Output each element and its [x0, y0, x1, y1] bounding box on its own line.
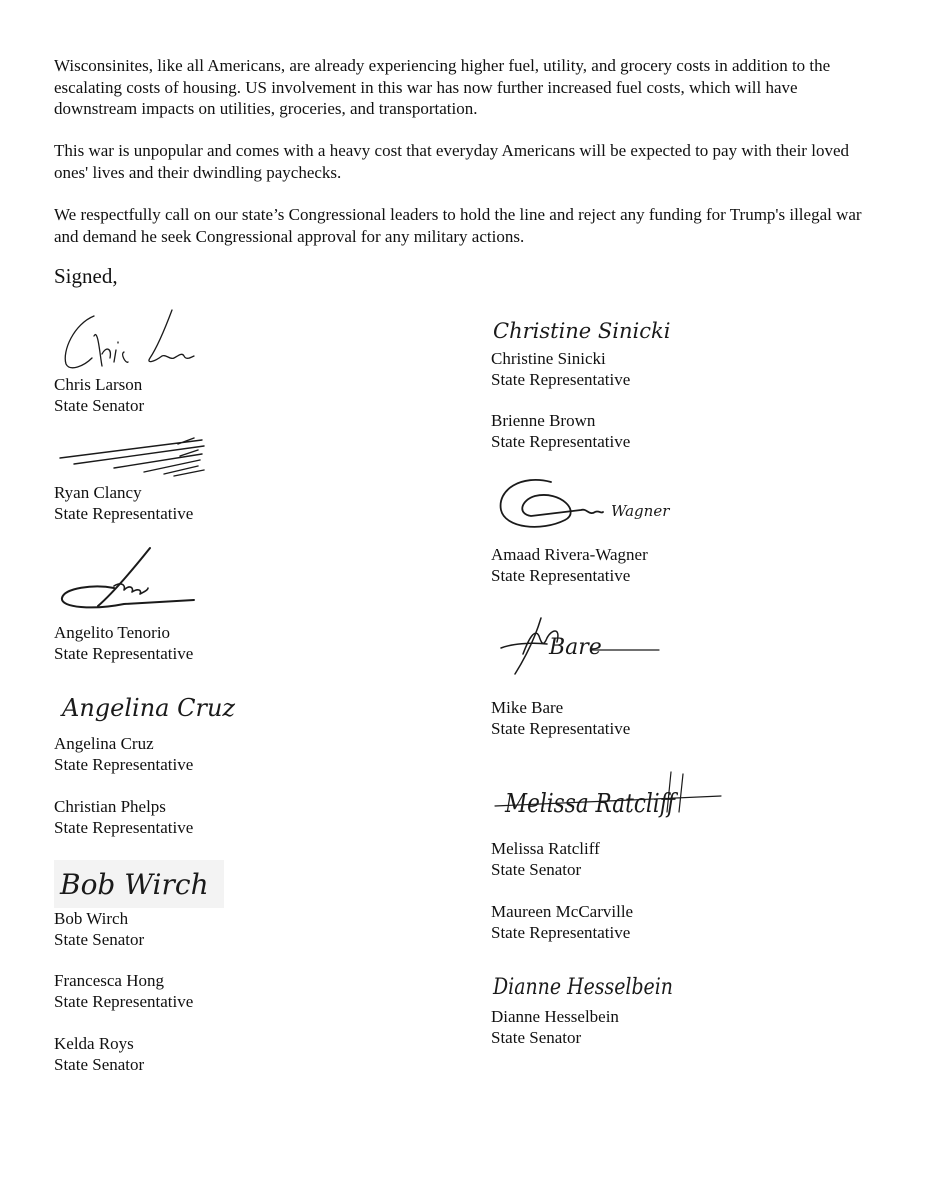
- signer-name: Francesca Hong: [54, 971, 164, 990]
- paragraph-request: We respectfully call on our state’s Congressional leaders to hold the line and reject any funding for Trump's illegal war and demand he seek Congressional approval for any military actions.: [54, 205, 862, 246]
- signer-name: Chris Larson: [54, 375, 143, 394]
- signature-text: Melissa Ratcliff: [504, 789, 679, 819]
- signer-name: Amaad Rivera-Wagner: [491, 545, 648, 564]
- signer-title: State Senator: [491, 860, 582, 879]
- signer-block-bare: [491, 697, 630, 739]
- signer-name: Melissa Ratcliff: [491, 839, 600, 858]
- signer-name: Angelito Tenorio: [54, 623, 171, 642]
- signer-block-phelps: [54, 796, 193, 838]
- signature-wirch: [54, 860, 224, 908]
- signature-cruz: [54, 686, 244, 730]
- signer-block-clancy: [54, 482, 193, 524]
- signature-sinicki: [491, 312, 681, 348]
- signature-hesselbein: [491, 960, 691, 1008]
- signer-name: Dianne Hesselbein: [491, 1007, 619, 1026]
- paragraph-costs: Wisconsinites, like all Americans, are already experiencing higher fuel, utility, and grocery costs in addition to the escalating costs of housing. US involvement in this war has now further increased fuel costs, which will have downstream impacts on utilities, groceries, and transportation.: [54, 56, 831, 118]
- signature-text: Bob Wirch: [60, 868, 209, 901]
- signer-name: Kelda Roys: [54, 1034, 134, 1053]
- signer-block-ratcliff: [491, 838, 600, 880]
- signer-title: State Representative: [54, 755, 194, 774]
- signer-block-tenorio: [54, 622, 193, 664]
- signer-name: Christine Sinicki: [491, 349, 606, 368]
- signer-title: State Representative: [54, 504, 194, 523]
- signer-name: Maureen McCarville: [491, 902, 634, 921]
- signer-title: State Senator: [54, 1055, 145, 1074]
- signer-title: State Representative: [491, 923, 631, 942]
- signer-block-hong: [54, 970, 193, 1012]
- closing-signed: Signed,: [54, 264, 118, 288]
- signer-name: Bob Wirch: [54, 909, 129, 928]
- signer-block-rivera-wagner: [491, 544, 648, 586]
- signature-text: Angelina Cruz: [62, 694, 236, 722]
- signature-text: Wagner: [611, 502, 670, 520]
- signer-title: State Senator: [491, 1028, 582, 1047]
- signer-title: State Representative: [491, 566, 631, 585]
- signer-name: Christian Phelps: [54, 797, 166, 816]
- signature-clancy: [54, 434, 214, 479]
- signer-title: State Senator: [54, 396, 145, 415]
- signer-title: State Representative: [54, 644, 194, 663]
- signer-name: Mike Bare: [491, 698, 564, 717]
- signer-title: State Representative: [54, 992, 194, 1011]
- signer-block-roys: [54, 1033, 144, 1075]
- signer-name: Ryan Clancy: [54, 483, 142, 502]
- signature-text: Bare: [549, 635, 602, 660]
- signer-title: State Representative: [491, 719, 631, 738]
- signature-tenorio: [54, 544, 204, 619]
- signer-block-larson: [54, 374, 144, 416]
- signer-block-sinicki: [491, 348, 630, 390]
- signer-title: State Representative: [54, 818, 194, 837]
- signer-block-wirch: [54, 908, 144, 950]
- signature-ratcliff: [491, 766, 731, 830]
- signer-name: Angelina Cruz: [54, 734, 154, 753]
- signer-title: State Senator: [54, 930, 145, 949]
- signer-title: State Representative: [491, 370, 631, 389]
- signature-text: Dianne Hesselbein: [492, 975, 673, 1000]
- signature-text: Christine Sinicki: [493, 319, 671, 343]
- signer-block-cruz: [54, 733, 193, 775]
- signer-block-brown: [491, 410, 630, 452]
- signature-rivera-wagner: [491, 470, 671, 542]
- signer-name: Brienne Brown: [491, 411, 596, 430]
- paragraph-unpopular-war: This war is unpopular and comes with a heavy cost that everyday Americans will be expected to pay with their loved ones' lives and their dwindling paychecks.: [54, 141, 849, 182]
- signer-block-hesselbein: [491, 1006, 619, 1048]
- signer-title: State Representative: [491, 432, 631, 451]
- signer-block-mccarville: [491, 901, 633, 943]
- signature-bare: [491, 608, 671, 688]
- signature-larson: [54, 306, 204, 376]
